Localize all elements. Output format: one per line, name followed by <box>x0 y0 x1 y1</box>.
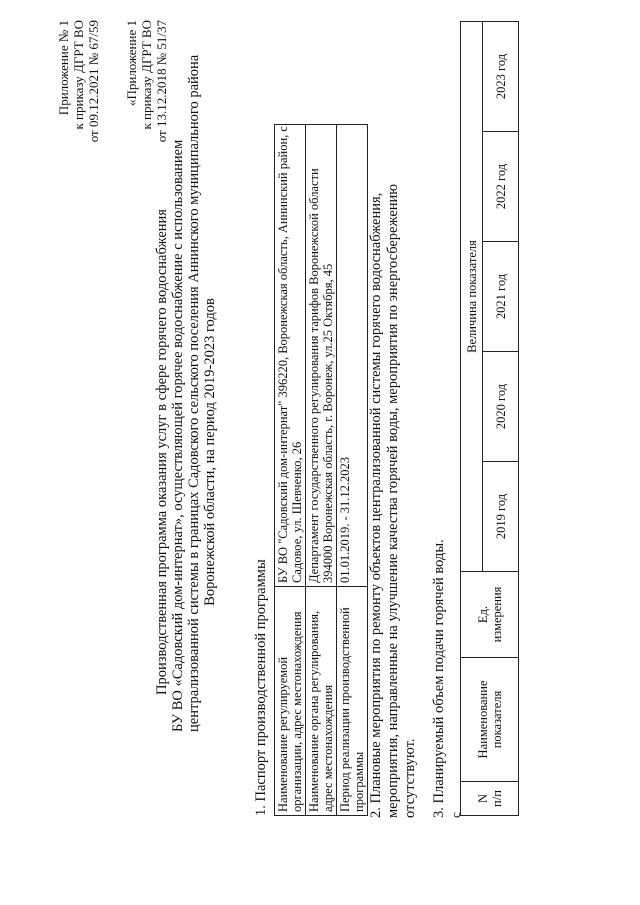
section-1-heading: 1. Паспорт производственной программы <box>253 559 269 816</box>
paragraph-line: отсутствуют. <box>402 738 418 818</box>
section-3-heading: 3. Планируемый объем подачи горячей воды. <box>431 539 447 818</box>
header-year: 2020 год <box>483 352 519 462</box>
passport-value-cell <box>306 125 337 587</box>
section-2-paragraph <box>368 82 419 818</box>
passport-key-cell <box>306 587 337 816</box>
passport-key-cell <box>337 587 368 816</box>
header-year: 2021 год <box>483 242 519 352</box>
cell-line: измерения <box>489 586 504 643</box>
header-indicator-value: Величина показателя <box>461 21 483 571</box>
cell-line: Ед. <box>475 605 490 624</box>
table-row <box>337 125 368 816</box>
rotated-document-page <box>56 12 636 892</box>
cell-line: Период реализации производственной <box>338 607 352 812</box>
appendix-line: от 09.12.2021 № 67/59 <box>86 20 101 143</box>
header-number <box>461 782 519 816</box>
cell-line: Наименование <box>475 680 490 759</box>
cell-line: организации, адрес местонахождения <box>290 611 304 812</box>
appendix-line: к приказу ДГРТ ВО <box>71 20 86 130</box>
hot-water-volume-table <box>460 21 519 816</box>
program-passport-table <box>274 124 368 816</box>
passport-key-cell <box>275 587 306 816</box>
cell-line: N <box>475 793 490 804</box>
appendix-line: к приказу ДГРТ ВО <box>139 20 154 130</box>
section-3-note: с <box>448 812 463 818</box>
title-line: Производственная программа оказания услуг в сфере горячего водоснабжения <box>154 209 170 695</box>
cell-line: показателя <box>489 690 504 749</box>
appendix-original-reference <box>124 20 169 142</box>
passport-value-cell <box>275 122 306 587</box>
passport-value-cell <box>337 125 368 587</box>
appendix-current-reference <box>56 20 101 142</box>
cell-line: БУ ВО "Садовский дом-интернат" 396220, Воронежская область, Аннинский район, с. <box>276 122 290 583</box>
appendix-line: от 13.12.2018 № 51/37 <box>154 20 169 143</box>
title-line: централизованной системы в границах Садовского сельского поселения Аннинского муниципального района <box>186 54 202 732</box>
paragraph-line: 2. Плановые мероприятия по ремонту объектов централизованной системы горячего водоснабжения, <box>368 192 384 818</box>
cell-line: Наименование органа регулирования, <box>307 610 321 812</box>
cell-line: программы <box>352 751 366 812</box>
appendix-line: Приложение № 1 <box>56 20 71 116</box>
cell-line: Садовое, ул. Шевченко, 26 <box>290 441 304 583</box>
header-year: 2022 год <box>483 132 519 242</box>
cell-line: Наименование регулируемой <box>276 656 290 812</box>
header-unit <box>461 572 519 658</box>
table-row <box>275 125 306 816</box>
cell-line: 394000 Воронежская область, г. Воронеж, ул.25 Октября, 45 <box>321 263 335 583</box>
paragraph-line: мероприятия, направленные на улучшение качества горячей воды, мероприятия по энергосбережению <box>385 183 401 818</box>
table-header-row <box>461 21 483 815</box>
header-year: 2019 год <box>483 462 519 572</box>
cell-line: Департамент государственного регулирования тарифов Воронежской области <box>307 168 321 583</box>
header-indicator-name <box>461 658 519 782</box>
title-line: Воронежской области, на период 2019-2023 годов <box>202 298 218 606</box>
header-year: 2023 год <box>483 21 519 131</box>
cell-line: п/п <box>489 790 504 807</box>
cell-line: 01.01.2019. - 31.12.2023 <box>338 456 352 583</box>
title-line: БУ ВО «Садовский дом-интернат», осуществляющей горячее водоснабжение с использованием <box>170 139 186 732</box>
table-row <box>306 125 337 816</box>
appendix-line: «Приложение 1 <box>124 20 139 107</box>
cell-line: адрес местонахождения <box>321 684 335 812</box>
